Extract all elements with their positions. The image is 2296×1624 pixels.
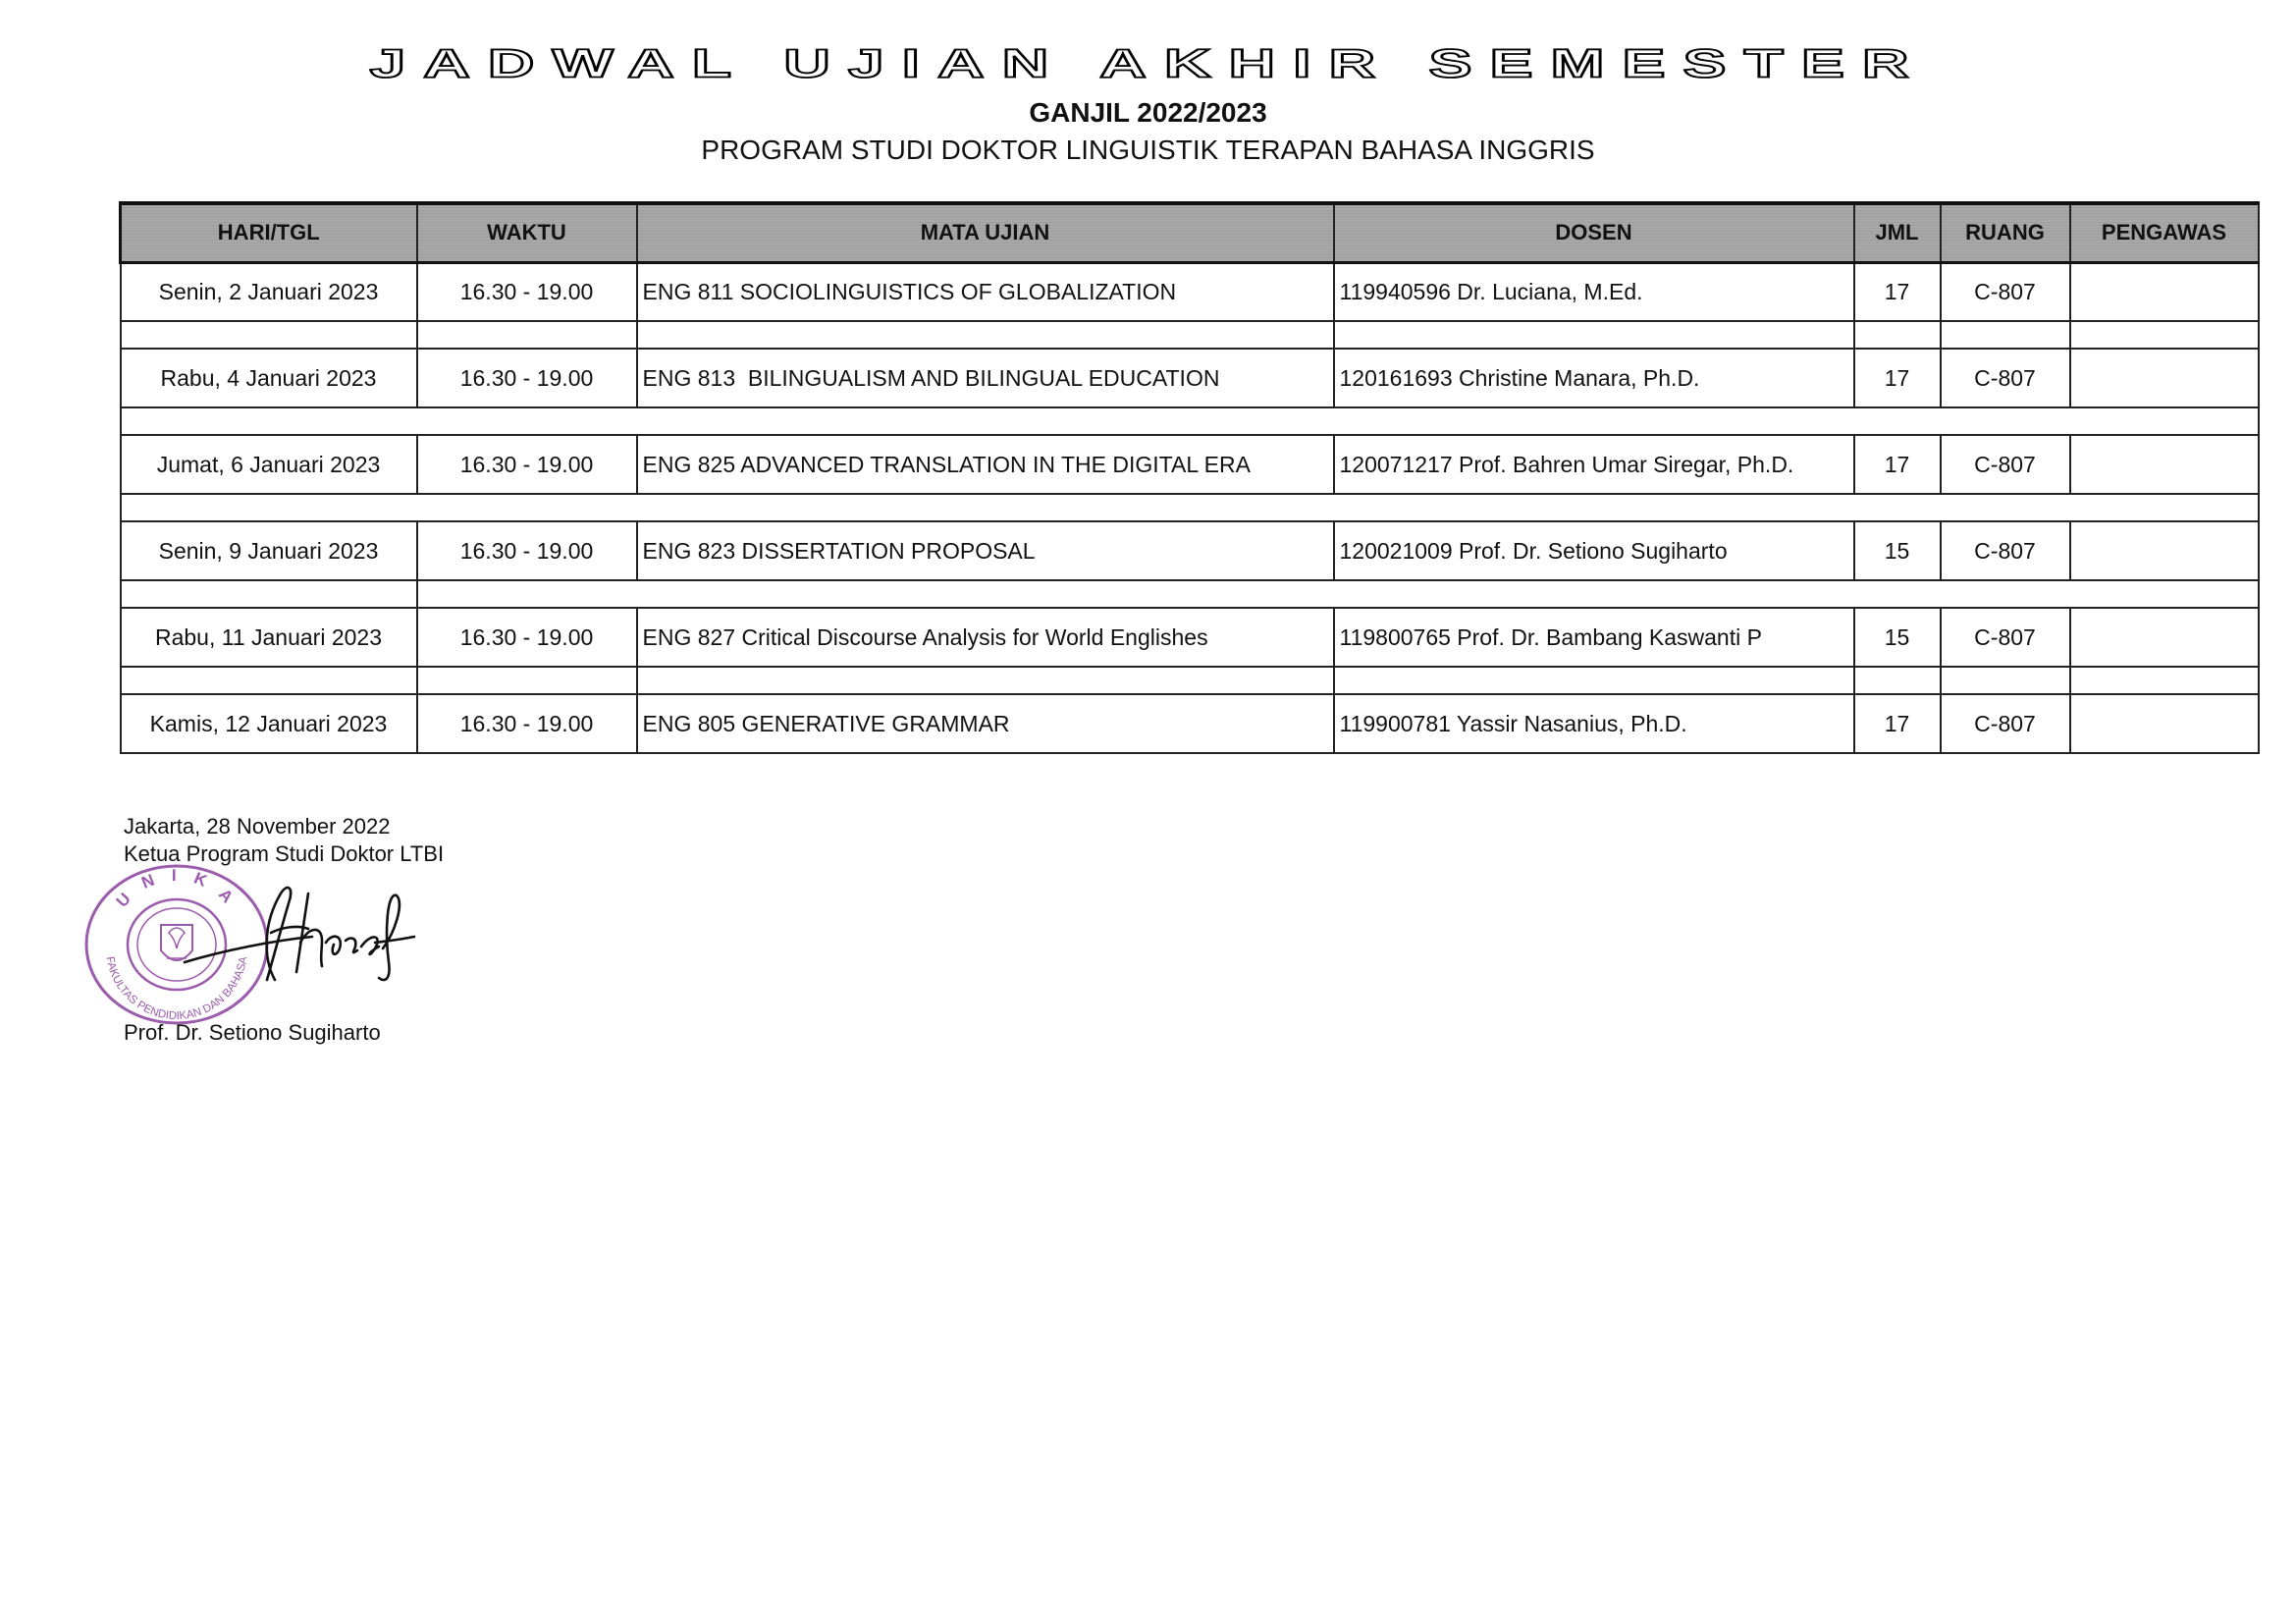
column-header-waktu: WAKTU [417,203,637,262]
cell-ruang: C-807 [1941,349,2070,407]
cell-dosen: 119940596 Dr. Luciana, M.Ed. [1334,262,1854,321]
column-header-ruang: RUANG [1941,203,2070,262]
handwritten-signature [165,864,420,992]
cell-pengawas [2070,608,2259,667]
cell-mata-ujian: ENG 813 BILINGUALISM AND BILINGUAL EDUCATION [637,349,1334,407]
cell-jml: 17 [1854,694,1941,753]
spacer-row [121,580,2259,608]
cell-jml: 17 [1854,349,1941,407]
spacer-cell [121,407,2259,435]
cell-mata-ujian: ENG 811 SOCIOLINGUISTICS OF GLOBALIZATION [637,262,1334,321]
cell-waktu: 16.30 - 19.00 [417,349,637,407]
spacer-row [121,321,2259,349]
cell-hari: Senin, 9 Januari 2023 [121,521,417,580]
cell-pengawas [2070,262,2259,321]
cell-dosen: 119800765 Prof. Dr. Bambang Kaswanti P [1334,608,1854,667]
cell-hari: Jumat, 6 Januari 2023 [121,435,417,494]
cell-hari: Rabu, 11 Januari 2023 [121,608,417,667]
exam-schedule-table [119,201,2260,754]
spacer-cell [121,580,417,608]
spacer-cell [2070,321,2259,349]
cell-jml: 17 [1854,262,1941,321]
cell-mata-ujian: ENG 827 Critical Discourse Analysis for World Englishes [637,608,1334,667]
cell-waktu: 16.30 - 19.00 [417,521,637,580]
cell-jml: 15 [1854,608,1941,667]
spacer-cell [637,321,1334,349]
spacer-cell [1941,667,2070,694]
cell-jml: 15 [1854,521,1941,580]
spacer-row [121,667,2259,694]
document-title: JADWAL UJIAN AKHIR SEMESTER [369,40,1927,86]
place-date: Jakarta, 28 November 2022 [124,814,391,839]
cell-pengawas [2070,521,2259,580]
document-subtitle: GANJIL 2022/2023 [1029,97,1267,128]
cell-ruang: C-807 [1941,262,2070,321]
cell-hari: Senin, 2 Januari 2023 [121,262,417,321]
cell-waktu: 16.30 - 19.00 [417,694,637,753]
cell-pengawas [2070,694,2259,753]
table-row [121,521,2259,580]
stamp-text-bottom: FAKULTAS PENDIDIKAN DAN BAHASA [103,955,250,1023]
spacer-row [121,494,2259,521]
cell-mata-ujian: ENG 825 ADVANCED TRANSLATION IN THE DIGITAL ERA [637,435,1334,494]
cell-dosen: 120071217 Prof. Bahren Umar Siregar, Ph.D. [1334,435,1854,494]
spacer-row [121,407,2259,435]
spacer-cell [1854,321,1941,349]
table-header-row [121,203,2259,262]
spacer-cell [1854,667,1941,694]
spacer-cell [1941,321,2070,349]
table-row [121,694,2259,753]
column-header-pengawas: PENGAWAS [2070,203,2259,262]
cell-ruang: C-807 [1941,694,2070,753]
column-header-jml: JML [1854,203,1941,262]
cell-dosen: 120021009 Prof. Dr. Setiono Sugiharto [1334,521,1854,580]
spacer-cell [121,321,417,349]
signer-name: Prof. Dr. Setiono Sugiharto [124,1020,381,1045]
cell-waktu: 16.30 - 19.00 [417,608,637,667]
cell-mata-ujian: ENG 805 GENERATIVE GRAMMAR [637,694,1334,753]
stamp-text-top: U N I K A [112,865,241,911]
column-header-mata-ujian: MATA UJIAN [637,203,1334,262]
spacer-cell [637,667,1334,694]
table-row [121,349,2259,407]
spacer-cell [417,667,637,694]
cell-ruang: C-807 [1941,435,2070,494]
table-row [121,262,2259,321]
cell-hari: Rabu, 4 Januari 2023 [121,349,417,407]
table-row [121,435,2259,494]
cell-pengawas [2070,435,2259,494]
signer-role: Ketua Program Studi Doktor LTBI [124,841,445,866]
cell-mata-ujian: ENG 823 DISSERTATION PROPOSAL [637,521,1334,580]
cell-pengawas [2070,349,2259,407]
spacer-cell [417,580,2259,608]
spacer-cell [121,494,2259,521]
table-row [121,608,2259,667]
spacer-cell [417,321,637,349]
program-name: PROGRAM STUDI DOKTOR LINGUISTIK TERAPAN BAHASA INGGRIS [701,135,1595,165]
cell-waktu: 16.30 - 19.00 [417,262,637,321]
cell-ruang: C-807 [1941,608,2070,667]
spacer-cell [2070,667,2259,694]
cell-ruang: C-807 [1941,521,2070,580]
spacer-cell [1334,667,1854,694]
cell-dosen: 119900781 Yassir Nasanius, Ph.D. [1334,694,1854,753]
spacer-cell [121,667,417,694]
column-header-hari: HARI/TGL [121,203,417,262]
cell-hari: Kamis, 12 Januari 2023 [121,694,417,753]
cell-jml: 17 [1854,435,1941,494]
column-header-dosen: DOSEN [1334,203,1854,262]
spacer-cell [1334,321,1854,349]
cell-dosen: 120161693 Christine Manara, Ph.D. [1334,349,1854,407]
cell-waktu: 16.30 - 19.00 [417,435,637,494]
